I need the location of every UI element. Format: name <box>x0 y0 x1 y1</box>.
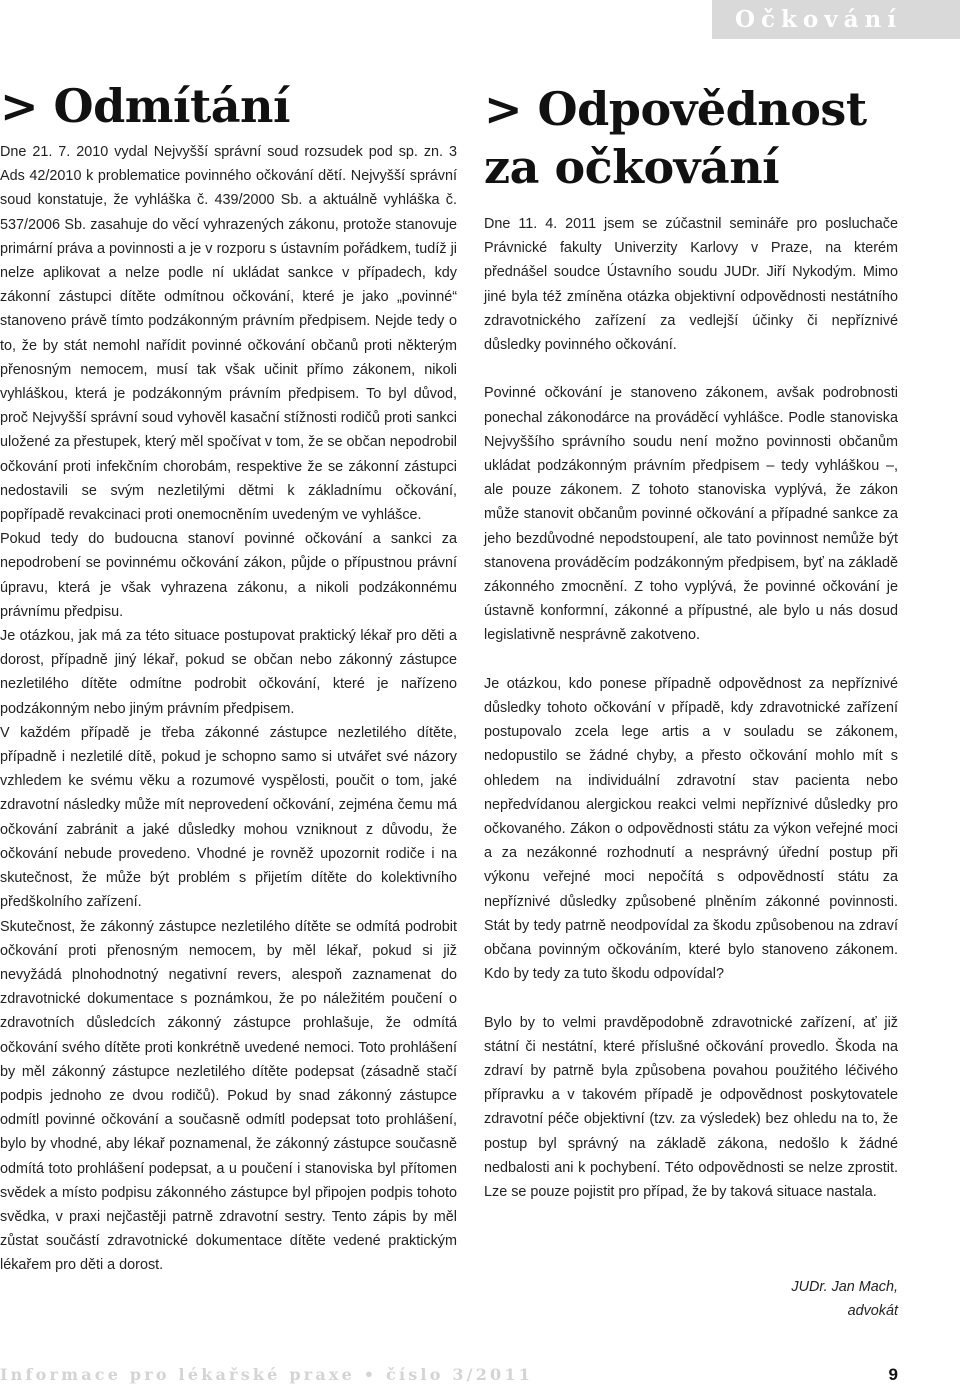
section-tab <box>712 0 960 39</box>
left-paragraph: Dne 21. 7. 2010 vydal Nejvyšší správní soud rozsudek pod sp. zn. 3 Ads 42/2010 k problematice povinného očkování dětí. Nejvyšší správní soud konstatuje, že vyhláška č. 439/2000 Sb. a aktuálně vyhláška č. 537/2006 Sb. zasahuje do věcí vyhrazených zákonu, protože stanovuje primární práva a povinnosti a je v rozporu s ústavním pořádkem, tudíž ji nelze aplikovat a nelze podle ní ukládat sankce v případech, kdy zákonní zástupci dítěte odmítnou očkování, které je jako „povinné“ stanoveno právě tímto podzákonným právním předpisem. Nejde tedy o to, že by stát nemohl nařídit povinné očkování občanů proti některým přenosným nemocem, musí tak však učinit přímo zákonem, nikoli vyhláškou, která je podzákonným právním předpisem. To byl důvod, proč Nejvyšší správní soud vyhověl kasační stížnosti rodičů proti sankci uložené za přestupek, který měl spočívat v tom, že se občan nepodrobil očkování proti infekčním chorobám, respektive že se zákonní zástupci nedostavili se svým nezletilými dětmi k základnímu očkování, popřípadě revakcinaci proti onemocněním uvedeným ve vyhlášce. <box>0 144 457 524</box>
right-heading-line1: > Odpovědnost <box>484 82 867 136</box>
right-paragraph: Povinné očkování je stanoveno zákonem, avšak podrobnosti ponechal zákonodárce na prováděcí vyhlášce. Podle stanoviska Nejvyššího správního soudu není možno povinnosti občanům ukládat podzákonným právním předpisem – tedy vyhláškou –, ale pouze zákonem. Z tohoto stanoviska vyplývá, že zákon může stanovit občanům povinné očkování a případné sankce za jeho bezdůvodné nepodstoupení, ale tato povinnost nemůže být stanovena prováděcím podzákonným předpisem, byť na základě zákonného zmocnění. Z toho vyplývá, že povinné očkování je ústavně konformní, zákonné a přípustné, ale bylo u nás dosud legislativně nesprávně zakotveno. <box>484 385 898 644</box>
author-name: JUDr. Jan Mach, <box>791 1279 898 1295</box>
section-title: Očkování <box>734 6 902 33</box>
right-paragraph: Dne 11. 4. 2011 jsem se zúčastnil semináře pro posluchače Právnické fakulty Univerzity Karlovy v Praze, na kterém přednášel soudce Ústavního soudu JUDr. Jiří Nykodým. Mimo jiné byla též zmíněna otázka objektivní odpovědnosti nestátního zdravotnického zařízení za vedlejší účinky či nepříznivé důsledky povinného očkování. <box>484 216 898 354</box>
author-role: advokát <box>847 1303 898 1319</box>
right-paragraph: Bylo by to velmi pravděpodobně zdravotnické zařízení, ať již státní či nestátní, které příslušné očkování provedlo. Škoda na zdraví by patrně byla způsobena povahou použitého léčivého přípravku a v takovém případě je odpovědnost poskytovatele zdravotní péče objektivní (tzv. za výsledek) bez ohledu na to, že postup byl správný na základě zákona, nedošlo k žádné nedbalosti ani k pochybení. Této odpovědnosti se nelze zprostit. Lze se pouze pojistit pro případ, že by taková situace nastala. <box>484 1014 898 1201</box>
right-paragraph: Je otázkou, kdo ponese případně odpovědnost za nepříznivé důsledky tohoto očkování v případě, kdy zdravotnické zařízení postupovalo zcela lege artis a v souladu se zákonem, nedopustilo se žádné chyby, a přesto očkování mohlo mít s ohledem na individuální zdravotní stav pacienta nebo nepředvídanou alergickou reakci velmi nepříznivé důsledky pro očkovaného. Zákon o odpovědnosti státu za výkon veřejné moci a za nezákonné rozhodnutí a nesprávný úřední postup při výkonu veřejné moci nepočítá s odpovědností státu za nepříznivé důsledky způsobené plněním zákonné povinnosti. Stát by tedy patrně neodpovídal za škodu způsobenou na zdraví občana povinným očkováním, které bylo stanoveno zákonem. Kdo by tedy za tuto škodu odpovídal? <box>484 675 898 983</box>
right-heading-line2: za očkování <box>484 140 780 194</box>
left-heading: > Odmítání <box>0 79 290 133</box>
left-paragraph: Je otázkou, jak má za této situace postupovat praktický lékař pro děti a dorost, případně jiný lékař, pokud se občan nebo zákonný zástupce nezletilého dítěte odmítne podrobit očkování, které je nařízeno podzákonným nebo jiným právním předpisem. <box>0 628 457 717</box>
right-heading <box>484 80 867 196</box>
left-column <box>0 140 457 1278</box>
publication-footer: Informace pro lékařské praxe • číslo 3/2011 <box>0 1365 534 1384</box>
left-paragraph: V každém případě je třeba zákonné zástupce nezletilého dítěte, případně i nezletilé dítě, pokud je schopno samo si utvářet své názory vzhledem ke svému věku a rozumové vyspělosti, poučit o tom, jaké zdravotní následky může mít neprovedení očkování, zejména čemu má očkování zabránit a jaké důsledky mohou vzniknout z důvodu, že očkování nebude provedeno. Vhodné je rovněž upozornit rodiče i na skutečnost, že může být problém s přijetím dítěte do kolektivního předškolního zařízení. <box>0 724 457 911</box>
page-number: 9 <box>888 1365 898 1384</box>
left-paragraph: Pokud tedy do budoucna stanoví povinné očkování a sankci za nepodrobení se povinnému očkování zákon, půjde o přípustnou právní úpravu, která je však vyhrazena zákonu, a nikoli podzákonnému právnímu předpisu. <box>0 531 457 620</box>
left-paragraph: Skutečnost, že zákonný zástupce nezletilého dítěte se odmítá podrobit očkování proti přenosným nemocem, by měl lékař, pokud si již nevyžádá plnohodnotný negativní revers, alespoň zaznamenat do zdravotnické dokumentace s poznámkou, že po náležitém poučení o zdravotních důsledcích zákonný zástupce prohlašuje, že odmítá očkování svého dítěte proti konkrétně uvedené nemoci. Toto prohlášení by měl zákonný zástupce nezletilého dítěte podepsat (zásadně stačí podpis jednoho ze dvou rodičů). Pokud by snad zákonný zástupce odmítl povinné očkování a současně odmítl podepsat toto prohlášení, bylo by vhodné, aby lékař poznamenal, že zákonný zástupce současně odmítá toto prohlášení podepsat, a u poučení i stanoviska byl přítomen svědek a místo podpisu zákonného zástupce byl připojen podpis tohoto svědka, v praxi nejčastěji patrně zdravotní sestry. Tento zápis by měl zůstat součástí zdravotnické dokumentace dítěte vedené praktickým lékařem pro děti a dorost. <box>0 918 457 1274</box>
right-column <box>484 212 898 1228</box>
author-signature <box>791 1275 898 1323</box>
